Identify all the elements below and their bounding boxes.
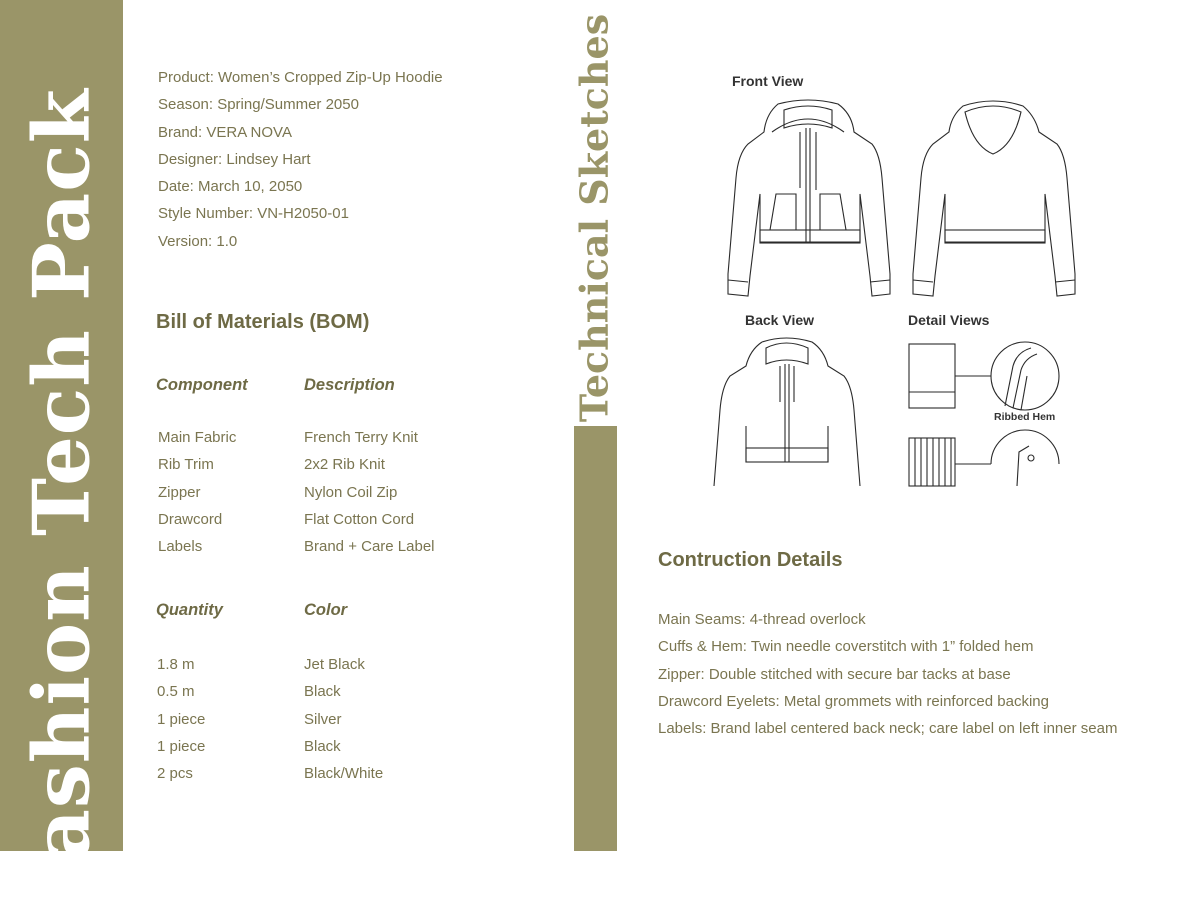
construction-line: Cuffs & Hem: Twin needle coverstitch with 1” folded hem (658, 638, 1034, 656)
color-header: Color (304, 601, 348, 619)
description-header: Description (304, 376, 395, 394)
list-item: Black (304, 737, 341, 755)
season-line: Season: Spring/Summer 2050 (158, 96, 359, 114)
description-column (304, 424, 435, 560)
designer-line: Designer: Lindsey Hart (158, 150, 311, 168)
color-column (304, 651, 383, 787)
bom-heading: Bill of Materials (BOM) (156, 311, 370, 333)
list-item: Black/White (304, 765, 384, 783)
version-line: Version: 1.0 (158, 232, 238, 250)
list-item: Labels (158, 538, 203, 556)
construction-line: Main Seams: 4-thread overlock (658, 611, 866, 628)
brand-line: Brand: VERA NOVA (158, 123, 292, 141)
middle-color-band (574, 426, 617, 851)
date-line: Date: March 10, 2050 (158, 178, 303, 196)
construction-line: Drawcord Eyelets: Metal grommets with reinforced backing (658, 692, 1049, 710)
list-item: 0.5 m (157, 683, 195, 701)
list-item: Jet Black (304, 656, 365, 673)
back-view-partial-sketch (712, 336, 862, 488)
list-item: Zipper (158, 483, 201, 501)
construction-line: Labels: Brand label centered back neck; care label on left inner seam (658, 720, 1118, 738)
list-item: Flat Cotton Cord (304, 510, 415, 528)
detail-views-sketch (905, 336, 1065, 488)
component-column (158, 424, 236, 560)
list-item: 2 pcs (157, 765, 193, 783)
list-item: 2x2 Rib Knit (304, 456, 385, 474)
product-line: Product: Women’s Cropped Zip-Up Hoodie (158, 69, 443, 86)
back-view-sketch (905, 98, 1080, 300)
list-item: Nylon Coil Zip (304, 483, 398, 501)
detail-views-label: Detail Views (908, 312, 990, 328)
list-item: Drawcord (158, 510, 223, 528)
page-title: Fashion Tech Pack (16, 88, 108, 912)
quantity-column (157, 651, 205, 787)
front-view-label: Front View (732, 73, 804, 89)
list-item: French Terry Knit (304, 429, 418, 446)
ribbed-hem-label: Ribbed Hem (994, 411, 1056, 423)
quantity-header: Quantity (156, 601, 223, 619)
list-item: Rib Trim (158, 456, 214, 474)
list-item: 1.8 m (157, 656, 195, 673)
list-item: Silver (304, 710, 342, 728)
back-view-label: Back View (745, 312, 815, 328)
construction-line: Zipper: Double stitched with secure bar tacks at base (658, 665, 1011, 683)
front-view-sketch (720, 98, 895, 300)
list-item: Main Fabric (158, 429, 237, 446)
style-number-line: Style Number: VN-H2050-01 (158, 205, 349, 223)
sketches-section-title: Technical Sketches (571, 13, 617, 423)
product-info (158, 64, 443, 255)
list-item: Brand + Care Label (304, 538, 435, 556)
list-item: Black (304, 683, 341, 701)
list-item: 1 piece (157, 710, 206, 728)
list-item: 1 piece (157, 737, 206, 755)
construction-heading: Contruction Details (658, 549, 843, 571)
component-header: Component (156, 376, 248, 394)
construction-details (658, 606, 1118, 742)
